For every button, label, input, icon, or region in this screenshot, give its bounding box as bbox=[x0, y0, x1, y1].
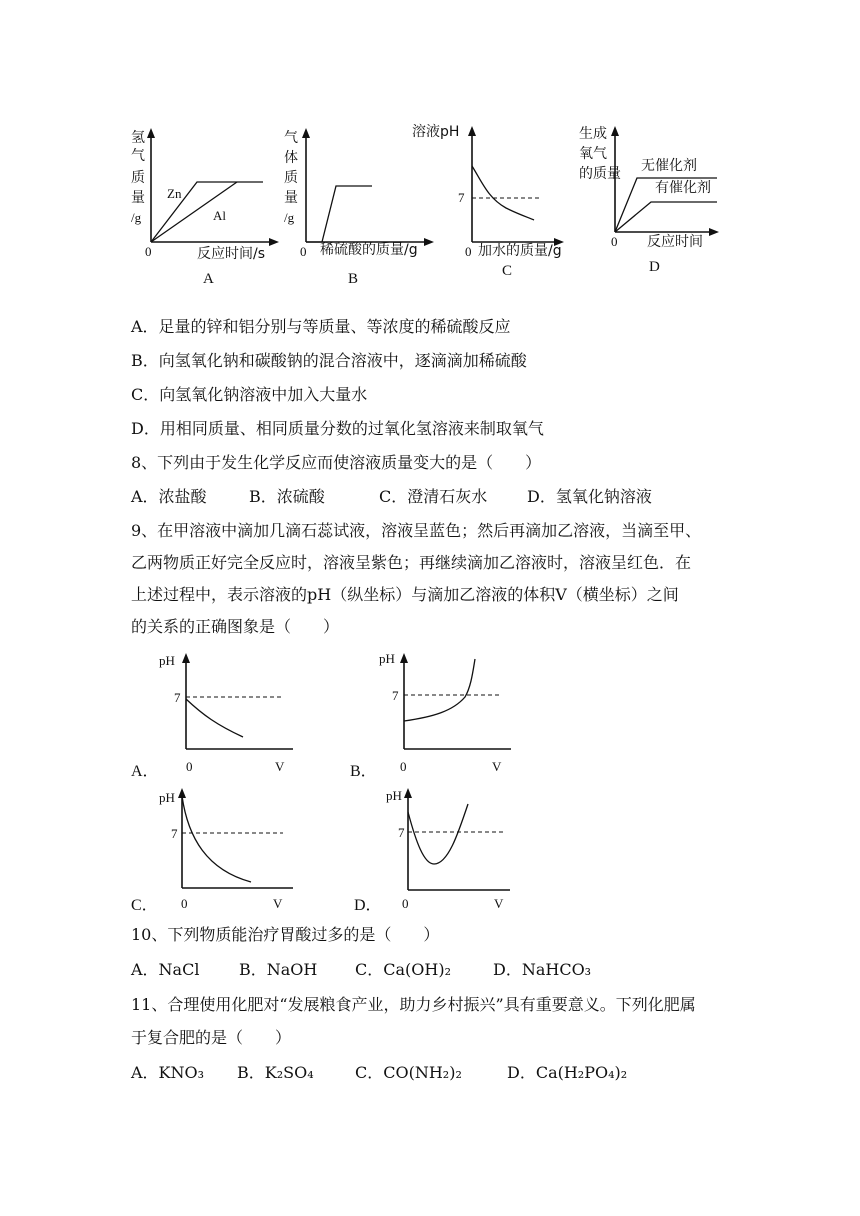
ph-curve bbox=[472, 166, 534, 220]
chart-c-svg bbox=[410, 120, 575, 290]
catalyst-line bbox=[615, 202, 717, 232]
seven-label: 7 bbox=[398, 825, 405, 840]
y-axis-label: pH bbox=[379, 651, 395, 666]
al-label: Al bbox=[213, 208, 226, 223]
ph-curve bbox=[186, 699, 243, 737]
x-axis-label: 稀硫酸的质量/g bbox=[320, 242, 418, 258]
gas-line bbox=[306, 186, 372, 242]
ylabel-unit: /g bbox=[284, 210, 295, 225]
y-arrow bbox=[611, 126, 619, 136]
zn-label: Zn bbox=[167, 186, 182, 201]
q11-line: 于复合肥的是（ ） bbox=[131, 1028, 292, 1047]
origin-label: 0 bbox=[400, 759, 407, 774]
q11-option-d: D．Ca(H₂PO₄)₂ bbox=[507, 1063, 628, 1082]
y-axis-label: 溶液pH bbox=[412, 124, 460, 140]
q7-option-b: B．向氢氧化钠和碳酸钠的混合溶液中，逐滴滴加稀硫酸 bbox=[131, 351, 527, 370]
ylabel-char: 气 bbox=[131, 148, 145, 164]
q8-option-a: A．浓盐酸 bbox=[131, 487, 207, 506]
seven-label: 7 bbox=[174, 690, 181, 705]
chart-a bbox=[125, 120, 285, 290]
q11-option-b: B．K₂SO₄ bbox=[237, 1063, 314, 1082]
origin-label: 0 bbox=[465, 244, 472, 259]
x-axis-label: 加水的质量/g bbox=[478, 243, 562, 259]
x-arrow bbox=[269, 238, 279, 246]
y-axis-label: pH bbox=[386, 788, 402, 803]
y-axis-label: pH bbox=[159, 790, 175, 805]
ylabel-char: 氢 bbox=[131, 130, 145, 146]
catalyst-label: 有催化剂 bbox=[655, 180, 711, 196]
q8-option-b: B．浓硫酸 bbox=[249, 487, 325, 506]
origin-label: 0 bbox=[181, 896, 188, 911]
q8-stem: 8、下列由于发生化学反应而使溶液质量变大的是（ ） bbox=[131, 453, 542, 472]
q10-option-c: C．Ca(OH)₂ bbox=[355, 960, 451, 979]
q9-line: 9、在甲溶液中滴加几滴石蕊试液，溶液呈蓝色；然后再滴加乙溶液，当滴至甲、 bbox=[131, 521, 702, 540]
ylabel-char: 质 bbox=[284, 170, 298, 186]
q11-options bbox=[131, 1060, 627, 1083]
ylabel-char: 量 bbox=[284, 190, 298, 206]
y-arrow bbox=[468, 126, 476, 136]
x-axis-label: V bbox=[492, 759, 502, 774]
q11-line: 11、合理使用化肥对“发展粮食产业，助力乡村振兴”具有重要意义。下列化肥属 bbox=[131, 995, 696, 1014]
ylabel-char: 量 bbox=[131, 190, 145, 206]
ph-curve bbox=[404, 659, 475, 721]
q9-line: 的关系的正确图象是（ ） bbox=[131, 617, 340, 636]
ylabel-line: 氧气 bbox=[579, 146, 607, 162]
q10-option-a: A．NaCl bbox=[131, 960, 200, 979]
q9-graph-a-svg bbox=[155, 645, 305, 780]
chart-d-svg bbox=[575, 120, 735, 290]
ylabel-line: 生成 bbox=[579, 126, 607, 142]
q10-stem: 10、下列物质能治疗胃酸过多的是（ ） bbox=[131, 925, 440, 944]
origin-label: 0 bbox=[145, 244, 152, 259]
y-arrow bbox=[182, 653, 190, 663]
ph-curve bbox=[182, 796, 251, 882]
x-arrow bbox=[709, 228, 719, 236]
seven-label: 7 bbox=[171, 826, 178, 841]
y-arrow bbox=[400, 653, 408, 663]
q9-graph-b-svg bbox=[375, 645, 525, 780]
chart-caption: C bbox=[502, 263, 513, 279]
y-arrow bbox=[404, 788, 412, 798]
y-arrow bbox=[147, 128, 155, 138]
x-axis-label: V bbox=[494, 896, 504, 911]
y-axis-label: pH bbox=[159, 653, 175, 668]
q9-graph-c-svg bbox=[155, 780, 305, 915]
ph-curve bbox=[408, 804, 468, 864]
x-axis-label: 反应时间 bbox=[647, 234, 703, 250]
q7-option-a: A．足量的锌和铝分别与等质量、等浓度的稀硫酸反应 bbox=[131, 317, 511, 336]
ylabel-unit: /g bbox=[131, 210, 142, 225]
no-catalyst-label: 无催化剂 bbox=[641, 158, 697, 174]
ylabel-char: 质 bbox=[131, 170, 145, 186]
q10-options bbox=[131, 957, 591, 980]
chart-caption: D bbox=[649, 259, 660, 275]
origin-label: 0 bbox=[402, 896, 409, 911]
origin-label: 0 bbox=[300, 244, 307, 259]
q7-option-c: C．向氢氧化钠溶液中加入大量水 bbox=[131, 385, 368, 404]
ylabel-line: 的质量 bbox=[579, 166, 621, 182]
q9-line: 上述过程中，表示溶液的pH（纵坐标）与滴加乙溶液的体积V（横坐标）之间 bbox=[131, 585, 679, 604]
seven-label: 7 bbox=[392, 688, 399, 703]
chart-caption: B bbox=[348, 271, 359, 287]
ylabel-char: 气 bbox=[284, 130, 298, 146]
x-axis-label: 反应时间/s bbox=[197, 246, 266, 262]
q10-option-b: B．NaOH bbox=[239, 960, 318, 979]
x-axis-label: V bbox=[273, 896, 283, 911]
q9-graph-b-label: B． bbox=[350, 763, 377, 780]
q11-option-c: C．CO(NH₂)₂ bbox=[355, 1063, 462, 1082]
seven-label: 7 bbox=[458, 190, 465, 205]
ylabel-char: 体 bbox=[284, 150, 298, 166]
q8-option-c: C．澄清石灰水 bbox=[379, 487, 488, 506]
q8-option-d: D．氢氧化钠溶液 bbox=[527, 487, 652, 506]
q9-graph-d bbox=[378, 780, 528, 915]
q9-graph-a bbox=[155, 645, 305, 780]
q9-graph-c bbox=[155, 780, 305, 915]
q9-graph-d-svg bbox=[378, 780, 528, 915]
origin-label: 0 bbox=[186, 759, 193, 774]
q9-graph-b bbox=[375, 645, 525, 780]
y-arrow bbox=[302, 128, 310, 138]
chart-a-svg bbox=[125, 120, 285, 290]
origin-label: 0 bbox=[611, 234, 618, 249]
q9-graph-a-label: A． bbox=[131, 763, 159, 780]
x-axis-label: V bbox=[275, 759, 285, 774]
q9-graph-c-label: C． bbox=[131, 897, 158, 914]
q9-line: 乙两物质正好完全反应时，溶液呈紫色；再继续滴加乙溶液时，溶液呈红色．在 bbox=[131, 553, 692, 572]
chart-d bbox=[575, 120, 735, 290]
q11-option-a: A．KNO₃ bbox=[131, 1063, 205, 1082]
q9-graph-d-label: D． bbox=[354, 897, 382, 914]
q8-options bbox=[131, 484, 652, 507]
q10-option-d: D．NaHCO₃ bbox=[493, 960, 592, 979]
chart-c bbox=[410, 120, 575, 290]
q7-option-d: D．用相同质量、相同质量分数的过氧化氢溶液来制取氧气 bbox=[131, 419, 544, 438]
chart-caption: A bbox=[203, 271, 214, 287]
